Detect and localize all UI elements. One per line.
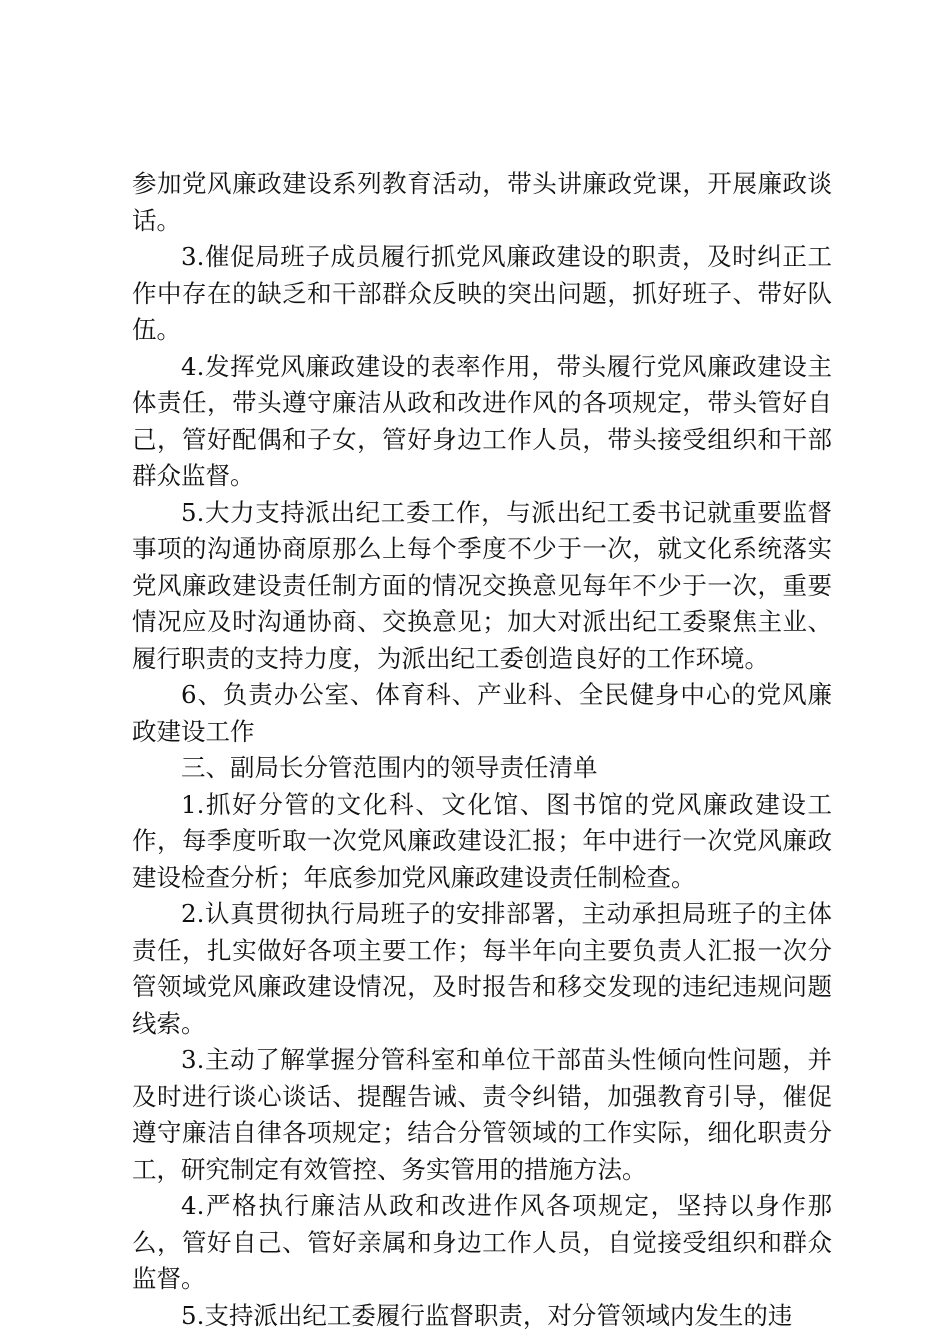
- paragraph-item-6-responsible-offices: 6、负责办公室、体育科、产业科、全民健身中心的党风廉政建设工作: [132, 680, 832, 746]
- paragraph-continuation: 参加党风廉政建设系列教育活动，带头讲廉政党课，开展廉政谈话。: [132, 169, 832, 235]
- paragraph-deputy-item-2: 2.认真贯彻执行局班子的安排部署，主动承担局班子的主体责任，扎实做好各项主要工作；每半年向主要负责人汇报一次分管领域党风廉政建设情况，及时报告和移交发现的违纪违规问题线索。: [132, 899, 832, 1038]
- section-heading-deputy-director: 三、副局长分管范围内的领导责任清单: [181, 753, 598, 782]
- paragraph-deputy-item-5: 5.支持派出纪工委履行监督职责，对分管领域内发生的违: [181, 1300, 793, 1330]
- document-body: [132, 166, 832, 1334]
- paragraph-deputy-item-4: 4.严格执行廉洁从政和改进作风各项规定，坚持以身作那么，管好自己、管好亲属和身边工作人员，自觉接受组织和群众监督。: [132, 1191, 832, 1293]
- paragraph-deputy-item-1: 1.抓好分管的文化科、文化馆、图书馆的党风廉政建设工作，每季度听取一次党风廉政建设汇报；年中进行一次党风廉政建设检查分析；年底参加党风廉政建设责任制检查。: [132, 789, 832, 892]
- paragraph-deputy-item-3: 3.主动了解掌握分管科室和单位干部苗头性倾向性问题，并及时进行谈心谈话、提醒告诫、责令纠错，加强教育引导，催促遵守廉洁自律各项规定；结合分管领域的工作实际，细化职责分工，研究制定有效管控、务实管用的措施方法。: [132, 1045, 832, 1184]
- paragraph-item-5-support-commission: 5.大力支持派出纪工委工作，与派出纪工委书记就重要监督事项的沟通协商原那么上每个季度不少于一次，就文化系统落实党风廉政建设责任制方面的情况交换意见每年不少于一次，重要情况应及时沟通协商、交换意见；加大对派出纪工委聚焦主业、履行职责的支持力度，为派出纪工委创造良好的工作环境。: [132, 497, 832, 673]
- paragraph-item-4-exemplary-role: 4.发挥党风廉政建设的表率作用，带头履行党风廉政建设主体责任，带头遵守廉洁从政和改进作风的各项规定，带头管好自己，管好配偶和子女，管好身边工作人员，带头接受组织和干部群众监督。: [132, 351, 832, 490]
- paragraph-item-3-urge-members: 3.催促局班子成员履行抓党风廉政建设的职责，及时纠正工作中存在的缺乏和干部群众反映的突出问题，抓好班子、带好队伍。: [132, 242, 832, 344]
